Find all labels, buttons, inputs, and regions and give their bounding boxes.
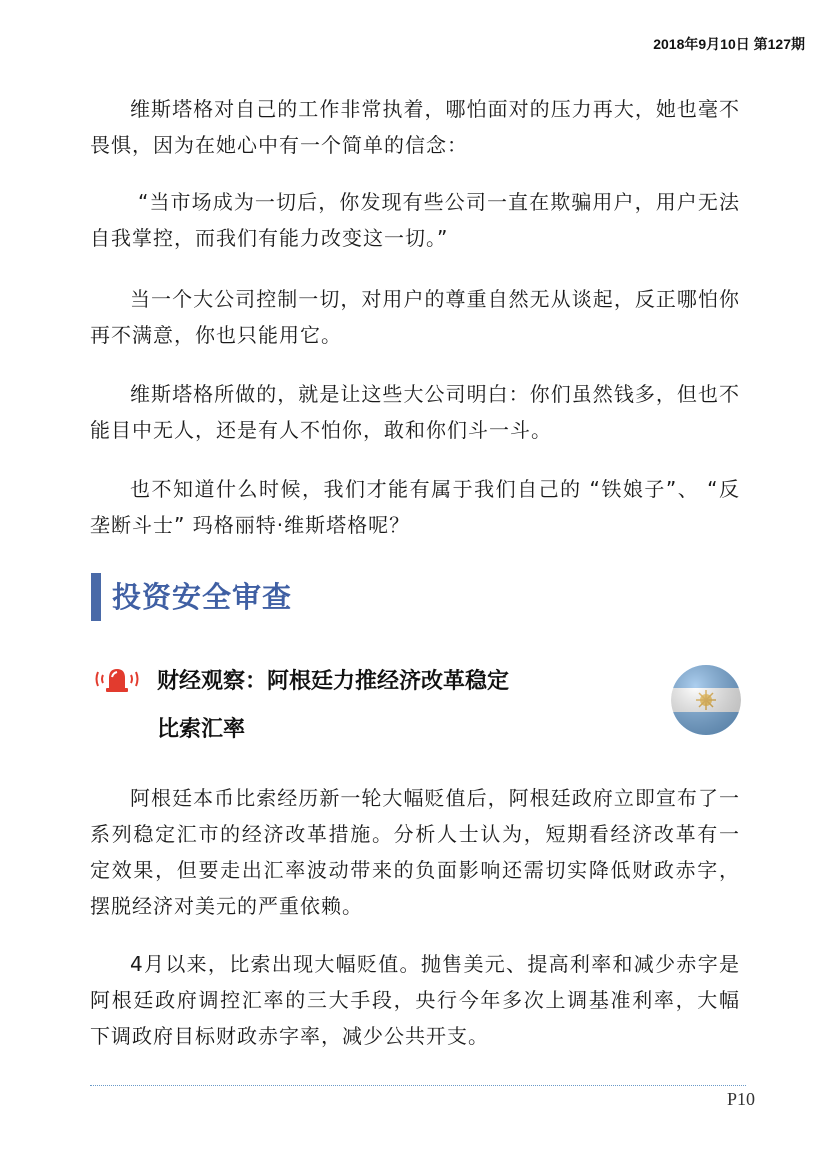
alarm-bell-icon xyxy=(94,664,140,694)
page-number: P10 xyxy=(726,1089,755,1109)
section-title-bar xyxy=(91,573,101,621)
paragraph-1: 维斯塔格对自己的工作非常执着，哪怕面对的压力再大，她也毫不畏惧，因为在她心中有一个简单的信念： xyxy=(90,97,740,157)
paragraph-4: 维斯塔格所做的，就是让这些大公司明白：你们虽然钱多，但也不能目中无人，还是有人不怕你，敢和你们斗一斗。 xyxy=(90,382,740,442)
section-title: 投资安全审查 xyxy=(112,580,293,614)
article-title-line2: 比索汇率 xyxy=(157,717,246,742)
article-title-line1: 财经观察：阿根廷力推经济改革稳定 xyxy=(157,669,510,694)
article-title xyxy=(157,658,637,754)
paragraph-2-quote: “当市场成为一切后，你发现有些公司一直在欺骗用户，用户无法自我掌控，而我们有能力改变这一切。” xyxy=(90,190,740,250)
argentina-flag-image xyxy=(670,664,742,736)
paragraph-3: 当一个大公司控制一切，对用户的尊重自然无从谈起，反正哪怕你再不满意，你也只能用它。 xyxy=(90,287,740,347)
footer-divider xyxy=(90,1085,746,1086)
issue-date-header: 2018年9月10日 第127期 xyxy=(653,36,805,52)
article-paragraph-2: 4月以来，比索出现大幅贬值。抛售美元、提高利率和减少赤字是阿根廷政府调控汇率的三大手段，央行今年多次上调基准利率，大幅下调政府目标财政赤字率，减少公共开支。 xyxy=(90,952,740,1048)
article-paragraph-1: 阿根廷本币比索经历新一轮大幅贬值后，阿根廷政府立即宣布了一系列稳定汇市的经济改革措施。分析人士认为，短期看经济改革有一定效果，但要走出汇率波动带来的负面影响还需切实降低财政赤字，摆脱经济对美元的严重依赖。 xyxy=(90,786,740,918)
paragraph-5: 也不知道什么时候，我们才能有属于我们自己的 “铁娘子”、 “反垄断斗士” 玛格丽特·维斯塔格呢？ xyxy=(90,477,740,537)
